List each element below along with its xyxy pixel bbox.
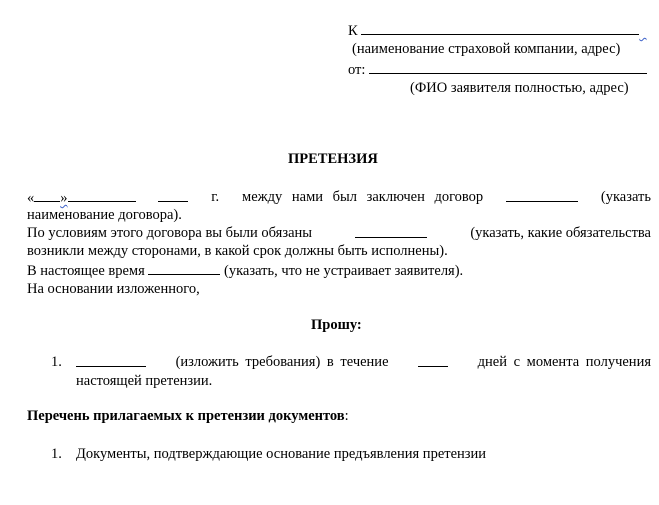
para-4: На основании изложенного, xyxy=(27,281,200,297)
to-blank[interactable] xyxy=(361,21,639,35)
obligation-blank[interactable] xyxy=(355,224,427,238)
from-hint: (ФИО заявителя полностью, адрес) xyxy=(410,80,629,96)
complaint-blank[interactable] xyxy=(148,261,220,275)
request-heading: Прошу: xyxy=(311,317,362,333)
para-1-hint: (указать xyxy=(600,189,651,205)
date-field: « » xyxy=(27,188,136,207)
para-2-hint: (указать, какие обязательства xyxy=(470,225,651,241)
request-item-line-2: настоящей претензии. xyxy=(76,373,213,389)
to-spell-mark xyxy=(639,22,651,40)
date-day-blank[interactable] xyxy=(34,188,60,202)
para-3-hint: (указать, что не устраивает заявителя). xyxy=(224,263,464,279)
date-year-group xyxy=(158,188,188,207)
para-2-line-1 xyxy=(27,224,651,242)
para-3-text: В настоящее время xyxy=(27,263,145,279)
contract-name-blank[interactable] xyxy=(506,188,578,202)
to-hint: (наименование страховой компании, адрес) xyxy=(352,41,621,57)
para-1-text: между нами был заключен договор xyxy=(242,189,484,205)
date-month-blank[interactable] xyxy=(68,188,136,202)
request-item-number: 1. xyxy=(51,354,62,370)
para-3 xyxy=(27,261,463,280)
attachment-item-text: Документы, подтверждающие основание предъявления претензии xyxy=(76,446,487,462)
page-title: ПРЕТЕНЗИЯ xyxy=(288,151,378,167)
from-line xyxy=(348,60,647,79)
para-2-line-2: возникли между сторонами, в какой срок должны быть исполнены). xyxy=(27,243,448,259)
attachments-heading: Перечень прилагаемых к претензии документов: xyxy=(27,408,349,424)
date-year-blank[interactable] xyxy=(158,188,188,202)
para-1-line-2: наименование договора). xyxy=(27,207,182,223)
request-item-line-1 xyxy=(76,353,651,371)
to-prefix: К xyxy=(348,23,358,39)
to-line xyxy=(348,21,651,40)
request-item-text-2: дней с момента получения xyxy=(477,354,651,370)
from-prefix: от: xyxy=(348,62,366,78)
year-suffix: г. xyxy=(211,189,220,205)
days-blank[interactable] xyxy=(418,353,448,367)
para-2-text: По условиям этого договора вы были обязаны xyxy=(27,225,313,241)
para-1-line-1 xyxy=(27,188,651,207)
attachment-item-number: 1. xyxy=(51,446,62,462)
request-item-text-1: (изложить требования) в течение xyxy=(175,354,389,370)
demands-blank[interactable] xyxy=(76,353,146,367)
from-blank[interactable] xyxy=(369,60,647,74)
